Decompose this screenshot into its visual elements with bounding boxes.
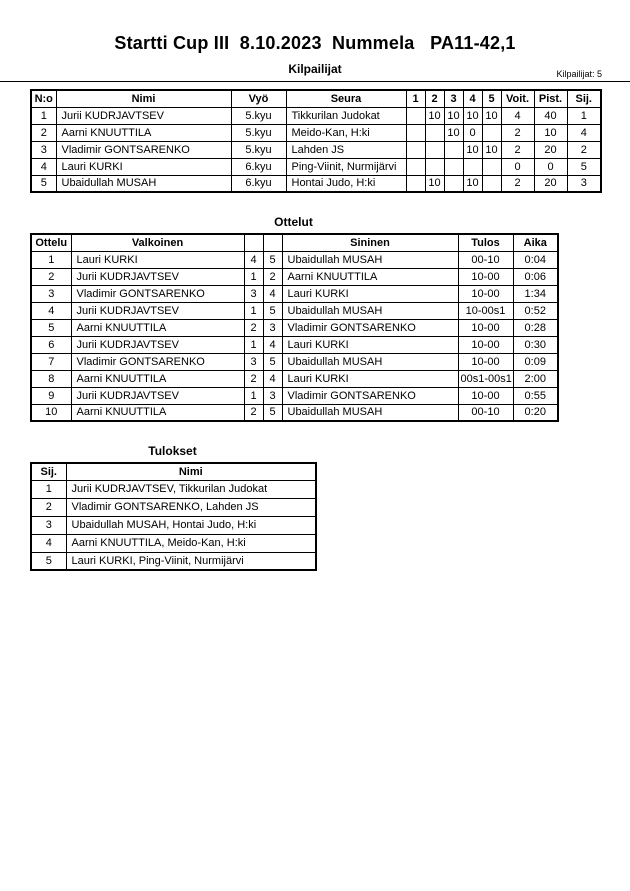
cell-voit: 2 [501, 175, 534, 192]
cell-aika: 1:34 [513, 285, 558, 302]
cell-nimi: Jurii KUDRJAVTSEV [56, 107, 231, 124]
cell-no: 9 [31, 387, 71, 404]
cell-tulos: 10-00 [458, 353, 513, 370]
cell-tulos: 00-10 [458, 251, 513, 268]
cell-voit: 4 [501, 107, 534, 124]
cell-tulos: 10-00 [458, 319, 513, 336]
table-row [31, 516, 316, 534]
cell-pist: 10 [534, 124, 567, 141]
cell-aika: 2:00 [513, 370, 558, 387]
header-divider [0, 81, 630, 82]
cell-s5 [482, 158, 501, 175]
section-title-kilpailijat: Kilpailijat [288, 62, 342, 76]
cell-bn: 4 [263, 370, 282, 387]
col-header-aika: Aika [513, 234, 558, 251]
cell-s3: 10 [444, 124, 463, 141]
cell-seura: Tikkurilan Judokat [286, 107, 406, 124]
table-row [31, 251, 558, 268]
cell-sininen: Ubaidullah MUSAH [282, 302, 458, 319]
cell-bn: 4 [263, 285, 282, 302]
cell-s1 [406, 107, 425, 124]
cell-nimi: Vladimir GONTSARENKO [56, 141, 231, 158]
cell-s5 [482, 175, 501, 192]
cell-tulos: 00s1-00s1 [458, 370, 513, 387]
cell-nimi: Aarni KNUUTTILA, Meido-Kan, H:ki [66, 534, 316, 552]
cell-s5 [482, 124, 501, 141]
cell-wn: 3 [244, 285, 263, 302]
col-header-sij: Sij. [567, 90, 601, 107]
cell-s2: 10 [425, 175, 444, 192]
cell-no: 5 [31, 319, 71, 336]
cell-sininen: Vladimir GONTSARENKO [282, 319, 458, 336]
col-header-nimi: Nimi [56, 90, 231, 107]
cell-s4 [463, 158, 482, 175]
cell-sininen: Aarni KNUUTTILA [282, 268, 458, 285]
cell-wn: 1 [244, 387, 263, 404]
cell-s3: 10 [444, 107, 463, 124]
cell-no: 2 [31, 268, 71, 285]
cell-s2 [425, 141, 444, 158]
cell-sij: 3 [567, 175, 601, 192]
cell-tulos: 10-00 [458, 268, 513, 285]
cell-bn: 3 [263, 387, 282, 404]
table-row [31, 302, 558, 319]
cell-no: 3 [31, 141, 56, 158]
col-header-sininen: Sininen [282, 234, 458, 251]
cell-nimi: Jurii KUDRJAVTSEV, Tikkurilan Judokat [66, 480, 316, 498]
table-row [31, 285, 558, 302]
cell-wn: 1 [244, 336, 263, 353]
cell-s4: 10 [463, 107, 482, 124]
cell-wn: 2 [244, 404, 263, 421]
cell-sininen: Ubaidullah MUSAH [282, 404, 458, 421]
cell-seura: Hontai Judo, H:ki [286, 175, 406, 192]
cell-nimi: Lauri KURKI [56, 158, 231, 175]
table-row [31, 353, 558, 370]
cell-s4: 0 [463, 124, 482, 141]
col-header-blue-number [263, 234, 282, 251]
section-title-ottelut: Ottelut [274, 215, 313, 229]
cell-tulos: 10-00s1 [458, 302, 513, 319]
table-row [31, 107, 601, 124]
table-row [31, 480, 316, 498]
cell-no: 4 [31, 302, 71, 319]
cell-bn: 5 [263, 404, 282, 421]
cell-aika: 0:09 [513, 353, 558, 370]
cell-s2 [425, 124, 444, 141]
cell-pist: 20 [534, 141, 567, 158]
cell-no: 10 [31, 404, 71, 421]
cell-wn: 3 [244, 353, 263, 370]
col-header-ottelu: Ottelu [31, 234, 71, 251]
cell-sininen: Ubaidullah MUSAH [282, 353, 458, 370]
cell-valkoinen: Aarni KNUUTTILA [71, 370, 244, 387]
cell-aika: 0:28 [513, 319, 558, 336]
table-row [31, 552, 316, 570]
cell-pist: 40 [534, 107, 567, 124]
cell-aika: 0:06 [513, 268, 558, 285]
table-row [31, 336, 558, 353]
cell-sininen: Vladimir GONTSARENKO [282, 387, 458, 404]
cell-bn: 3 [263, 319, 282, 336]
cell-s2 [425, 158, 444, 175]
cell-valkoinen: Lauri KURKI [71, 251, 244, 268]
col-header-1: 1 [406, 90, 425, 107]
col-header-white-number [244, 234, 263, 251]
cell-sij: 4 [31, 534, 66, 552]
col-header-no: N:o [31, 90, 56, 107]
cell-aika: 0:52 [513, 302, 558, 319]
cell-nimi: Aarni KNUUTTILA [56, 124, 231, 141]
table-row [31, 158, 601, 175]
cell-bn: 2 [263, 268, 282, 285]
cell-seura: Ping-Viinit, Nurmijärvi [286, 158, 406, 175]
table-row [31, 124, 601, 141]
cell-sininen: Ubaidullah MUSAH [282, 251, 458, 268]
cell-bn: 4 [263, 336, 282, 353]
cell-bn: 5 [263, 353, 282, 370]
cell-no: 8 [31, 370, 71, 387]
cell-tulos: 10-00 [458, 285, 513, 302]
cell-vyo: 5.kyu [231, 124, 286, 141]
ottelut-header-row [31, 234, 558, 251]
cell-voit: 0 [501, 158, 534, 175]
kilpailijat-header-row [31, 90, 601, 107]
cell-wn: 1 [244, 268, 263, 285]
cell-s1 [406, 141, 425, 158]
table-row [31, 370, 558, 387]
table-row [31, 141, 601, 158]
cell-s1 [406, 175, 425, 192]
cell-pist: 20 [534, 175, 567, 192]
cell-wn: 2 [244, 319, 263, 336]
table-row [31, 387, 558, 404]
cell-voit: 2 [501, 124, 534, 141]
cell-no: 7 [31, 353, 71, 370]
cell-s3 [444, 158, 463, 175]
col-header-2: 2 [425, 90, 444, 107]
col-header-nimi: Nimi [66, 463, 316, 480]
table-row [31, 319, 558, 336]
cell-tulos: 10-00 [458, 336, 513, 353]
cell-sij: 2 [567, 141, 601, 158]
cell-s4: 10 [463, 141, 482, 158]
ottelut-table [30, 233, 559, 422]
table-row [31, 534, 316, 552]
cell-wn: 2 [244, 370, 263, 387]
cell-bn: 5 [263, 302, 282, 319]
cell-sij: 5 [31, 552, 66, 570]
cell-tulos: 00-10 [458, 404, 513, 421]
cell-valkoinen: Jurii KUDRJAVTSEV [71, 336, 244, 353]
col-header-4: 4 [463, 90, 482, 107]
cell-aika: 0:20 [513, 404, 558, 421]
col-header-pist: Pist. [534, 90, 567, 107]
competitors-count: Kilpailijat: 5 [556, 69, 602, 79]
cell-s1 [406, 158, 425, 175]
table-row [31, 268, 558, 285]
tulokset-header-row [31, 463, 316, 480]
cell-valkoinen: Jurii KUDRJAVTSEV [71, 387, 244, 404]
cell-s3 [444, 141, 463, 158]
section-title-tulokset: Tulokset [148, 444, 197, 458]
cell-sij: 1 [567, 107, 601, 124]
cell-voit: 2 [501, 141, 534, 158]
cell-s3 [444, 175, 463, 192]
cell-no: 5 [31, 175, 56, 192]
cell-valkoinen: Vladimir GONTSARENKO [71, 353, 244, 370]
cell-sij: 3 [31, 516, 66, 534]
cell-s5: 10 [482, 107, 501, 124]
cell-sij: 4 [567, 124, 601, 141]
cell-s1 [406, 124, 425, 141]
cell-no: 1 [31, 107, 56, 124]
cell-valkoinen: Jurii KUDRJAVTSEV [71, 302, 244, 319]
cell-valkoinen: Jurii KUDRJAVTSEV [71, 268, 244, 285]
cell-valkoinen: Aarni KNUUTTILA [71, 319, 244, 336]
cell-nimi: Ubaidullah MUSAH [56, 175, 231, 192]
col-header-seura: Seura [286, 90, 406, 107]
table-row [31, 498, 316, 516]
cell-nimi: Vladimir GONTSARENKO, Lahden JS [66, 498, 316, 516]
cell-sininen: Lauri KURKI [282, 336, 458, 353]
cell-pist: 0 [534, 158, 567, 175]
cell-sininen: Lauri KURKI [282, 370, 458, 387]
cell-seura: Meido-Kan, H:ki [286, 124, 406, 141]
cell-aika: 0:04 [513, 251, 558, 268]
cell-s2: 10 [425, 107, 444, 124]
col-header-vyo: Vyö [231, 90, 286, 107]
col-header-5: 5 [482, 90, 501, 107]
cell-wn: 4 [244, 251, 263, 268]
cell-bn: 5 [263, 251, 282, 268]
table-row [31, 404, 558, 421]
cell-sij: 1 [31, 480, 66, 498]
cell-nimi: Lauri KURKI, Ping-Viinit, Nurmijärvi [66, 552, 316, 570]
cell-valkoinen: Aarni KNUUTTILA [71, 404, 244, 421]
cell-no: 3 [31, 285, 71, 302]
cell-aika: 0:55 [513, 387, 558, 404]
cell-vyo: 5.kyu [231, 107, 286, 124]
cell-vyo: 5.kyu [231, 141, 286, 158]
cell-wn: 1 [244, 302, 263, 319]
col-header-tulos: Tulos [458, 234, 513, 251]
cell-vyo: 6.kyu [231, 158, 286, 175]
cell-nimi: Ubaidullah MUSAH, Hontai Judo, H:ki [66, 516, 316, 534]
kilpailijat-table [30, 89, 602, 193]
cell-tulos: 10-00 [458, 387, 513, 404]
cell-s4: 10 [463, 175, 482, 192]
cell-sij: 5 [567, 158, 601, 175]
col-header-valkoinen: Valkoinen [71, 234, 244, 251]
cell-valkoinen: Vladimir GONTSARENKO [71, 285, 244, 302]
table-row [31, 175, 601, 192]
cell-no: 2 [31, 124, 56, 141]
cell-s5: 10 [482, 141, 501, 158]
cell-sij: 2 [31, 498, 66, 516]
cell-no: 6 [31, 336, 71, 353]
tulokset-table [30, 462, 317, 571]
cell-seura: Lahden JS [286, 141, 406, 158]
page-title: Startti Cup III 8.10.2023 Nummela PA11-42,1 [114, 33, 516, 53]
cell-no: 4 [31, 158, 56, 175]
cell-vyo: 6.kyu [231, 175, 286, 192]
col-header-3: 3 [444, 90, 463, 107]
cell-no: 1 [31, 251, 71, 268]
col-header-voit: Voit. [501, 90, 534, 107]
cell-aika: 0:30 [513, 336, 558, 353]
col-header-sij: Sij. [31, 463, 66, 480]
cell-sininen: Lauri KURKI [282, 285, 458, 302]
